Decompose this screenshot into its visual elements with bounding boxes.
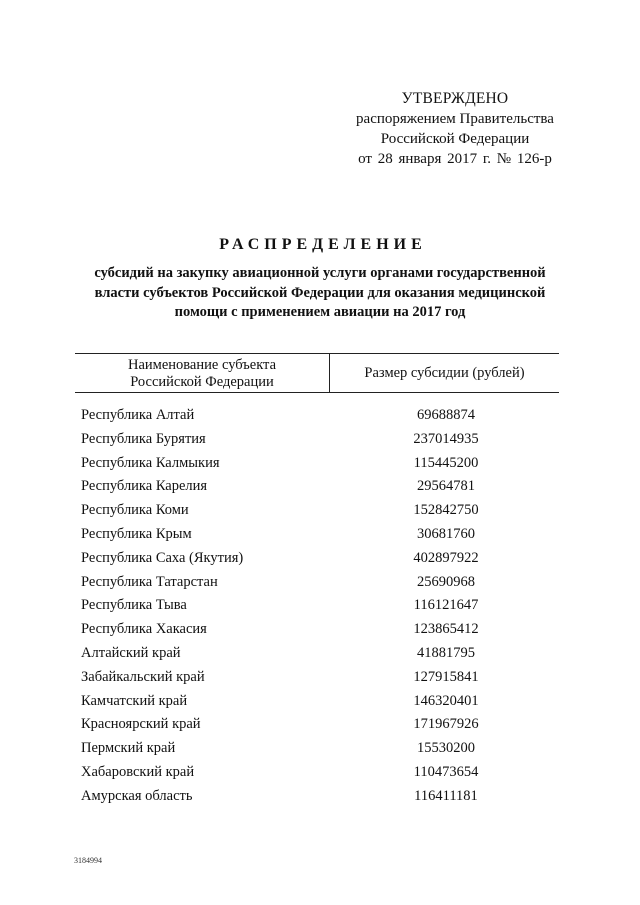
region-name: Пермский край bbox=[81, 740, 176, 757]
region-name: Республика Бурятия bbox=[81, 430, 206, 447]
region-name: Алтайский край bbox=[81, 644, 181, 661]
table-row bbox=[75, 502, 559, 526]
table-row bbox=[75, 478, 559, 502]
subsidy-amount: 29564781 bbox=[417, 478, 475, 495]
subsidy-amount: 110473654 bbox=[413, 763, 479, 780]
region-name: Республика Татарстан bbox=[81, 573, 218, 590]
subsidy-amount: 69688874 bbox=[417, 407, 475, 423]
table-row bbox=[75, 455, 559, 479]
table-row bbox=[75, 431, 559, 455]
region-name: Республика Хакасия bbox=[81, 621, 207, 638]
document-subtitle bbox=[60, 264, 580, 323]
table-row bbox=[75, 645, 559, 669]
subtitle-line-3: помощи с применением авиации на 2017 год bbox=[174, 304, 466, 320]
subsidy-amount: 116411181 bbox=[414, 787, 478, 804]
region-name: Республика Крым bbox=[81, 525, 192, 542]
approval-line-decree: распоряжением Правительства bbox=[356, 111, 554, 127]
region-name: Республика Калмыкия bbox=[81, 454, 220, 471]
region-name: Хабаровский край bbox=[81, 763, 195, 780]
subsidy-amount: 15530200 bbox=[417, 740, 475, 757]
subsidy-amount: 116121647 bbox=[413, 597, 479, 614]
subsidy-amount: 237014935 bbox=[413, 430, 479, 447]
subsidy-amount: 115445200 bbox=[413, 454, 479, 471]
document-code: 3184994 bbox=[74, 856, 102, 865]
subsidy-amount: 30681760 bbox=[417, 525, 475, 542]
region-name: Республика Алтай bbox=[81, 407, 195, 423]
table-row bbox=[75, 740, 559, 764]
table-row bbox=[75, 574, 559, 598]
subsidy-amount: 146320401 bbox=[413, 692, 479, 709]
approval-heading: УТВЕРЖДЕНО bbox=[401, 90, 509, 107]
table-row bbox=[75, 669, 559, 693]
document-title: РАСПРЕДЕЛЕНИЕ bbox=[219, 236, 427, 253]
table-row bbox=[75, 764, 559, 788]
approval-line-federation: Российской Федерации bbox=[380, 131, 530, 147]
table-row bbox=[75, 788, 559, 812]
region-name: Забайкальский край bbox=[81, 668, 205, 685]
table-row bbox=[75, 407, 559, 431]
subsidy-amount: 402897922 bbox=[413, 549, 479, 566]
table-body bbox=[75, 407, 559, 812]
region-name: Республика Коми bbox=[81, 502, 189, 519]
subsidy-amount: 171967926 bbox=[413, 716, 479, 733]
subsidy-amount: 127915841 bbox=[413, 668, 479, 685]
table-row bbox=[75, 716, 559, 740]
table-row bbox=[75, 621, 559, 645]
region-name: Республика Тыва bbox=[81, 597, 187, 614]
region-name: Республика Карелия bbox=[81, 478, 208, 495]
region-name: Камчатский край bbox=[81, 692, 188, 709]
region-name: Красноярский край bbox=[81, 716, 201, 733]
table-row bbox=[75, 693, 559, 717]
subsidy-table bbox=[75, 353, 559, 804]
header-region-name-line-1: Наименование субъекта bbox=[127, 357, 277, 373]
region-name: Амурская область bbox=[81, 787, 193, 804]
subtitle-line-2: власти субъектов Российской Федерации для оказания медицинской bbox=[94, 284, 546, 301]
table-header bbox=[75, 353, 559, 393]
header-region-name-line-2: Российской Федерации bbox=[130, 374, 274, 390]
approval-stamp bbox=[340, 89, 570, 169]
region-name: Республика Саха (Якутия) bbox=[81, 549, 244, 566]
table-row bbox=[75, 526, 559, 550]
table-row bbox=[75, 550, 559, 574]
header-subsidy-amount: Размер субсидии (рублей) bbox=[364, 365, 525, 381]
subsidy-amount: 25690968 bbox=[417, 573, 475, 590]
subsidy-amount: 41881795 bbox=[417, 644, 475, 661]
subtitle-line-1: субсидий на закупку авиационной услуги органами государственной bbox=[94, 265, 546, 281]
subsidy-amount: 152842750 bbox=[413, 502, 479, 519]
header-region-name bbox=[75, 357, 329, 391]
table-row bbox=[75, 597, 559, 621]
approval-date-line: от 28 января 2017 г. № 126-р bbox=[358, 151, 552, 167]
subsidy-amount: 123865412 bbox=[413, 621, 479, 638]
